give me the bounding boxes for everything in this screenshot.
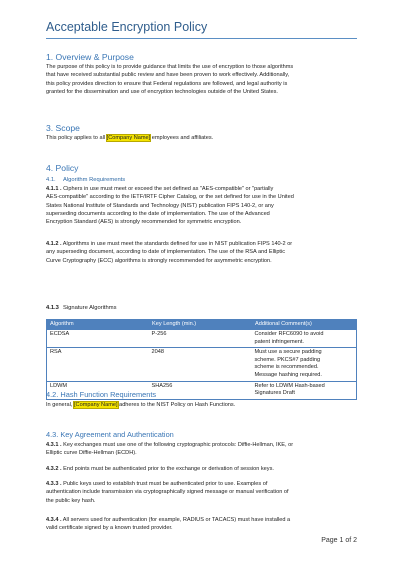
scope-paragraph (46, 134, 357, 142)
overview-line: The purpose of this policy is to provide guidance that limits the use of encryption to those algorithms (46, 64, 294, 70)
company-name-placeholder: [Company Name] (106, 135, 151, 141)
signature-algorithms-table (46, 319, 357, 400)
heading-scope: 3. Scope (46, 123, 80, 133)
paragraph-line: superseding documents according to the date of implementation. The use of the Advanced (46, 210, 270, 217)
subheading-label: Algorithm Requirements (63, 177, 126, 183)
paragraph-line: the public key hash. (46, 497, 96, 504)
paragraph-line: All servers used for authentication (for example, RADIUS or TACACS) must have installed a (61, 517, 291, 523)
paragraph-4-3-4 (46, 516, 357, 533)
scope-text-post: employees and affiliates. (150, 135, 214, 141)
comment-line: scheme. PKCS#7 padding (254, 356, 321, 363)
subheading-signature-algorithms (46, 305, 117, 311)
hash-paragraph (46, 401, 357, 409)
key-length-cell: 2048 (149, 348, 252, 381)
page-number: Page 1 of 2 (321, 537, 357, 544)
paragraph-number: 4.3.4 . (46, 517, 62, 523)
comment-line: patent infringement. (254, 338, 304, 345)
paragraph-line: Key exchanges must use one of the following cryptographic protocols: Diffie-Hellman, IKE, or (61, 442, 294, 448)
paragraph-line: Elliptic curve Diffie-Hellman (ECDH). (46, 450, 137, 457)
heading-hash-function-requirements: 4.2. Hash Function Requirements (46, 390, 157, 399)
paragraph-line: Algorithms in use must meet the standards defined for use in NIST publication FIPS 140-2 or (61, 241, 293, 247)
paragraph-line: valid certificate signed by a known trusted provider. (46, 525, 173, 532)
algorithm-cell: RSA (47, 348, 149, 381)
subheading-label: Signature Algorithms (63, 305, 117, 311)
comment-line: scheme is recommended. (254, 364, 319, 371)
comment-cell (252, 381, 357, 399)
column-header: Algorithm (47, 320, 149, 330)
title-divider (46, 38, 357, 39)
overview-line: this policy provides direction to ensure that Federal regulations are followed, and legal authority is (46, 80, 288, 87)
paragraph-4-3-3 (46, 480, 357, 505)
paragraph-line: Curve Cryptography (ECC) algorithms is strongly recommended for asymmetric encryption. (46, 257, 272, 264)
company-name-placeholder: [Company Name] (74, 402, 118, 408)
comment-line: Refer to LDWM Hash-based (254, 382, 325, 389)
table-row (47, 348, 357, 381)
hash-text-post: adheres to the NIST Policy on Hash Functions. (117, 402, 236, 408)
paragraph-line: Public keys used to establish trust must be authenticated prior to use. Examples of (61, 481, 268, 487)
comment-line: Message hashing required. (254, 371, 322, 378)
comment-line: Must use a secure padding (254, 349, 322, 356)
paragraph-4-3-2 (46, 465, 357, 473)
paragraph-line: End points must be authenticated prior to the exchange or derivation of session keys. (61, 466, 274, 472)
overview-line: granted for the dissemination and use of encryption technologies outside of the United States. (46, 88, 278, 95)
comment-cell (252, 348, 357, 381)
paragraph-line: authentication include transmission via cryptographically signed message or manual verification of (46, 489, 289, 496)
heading-policy: 4. Policy (46, 163, 79, 173)
paragraph-line: States National Institute of Standards and Technology (NIST) publication FIPS 140-2, or any (46, 202, 274, 209)
comment-cell (252, 330, 357, 348)
paragraph-line: AES-compatible" according to the IETF/IRTF Cipher Catalog, or the set defined for use in the United (46, 194, 294, 201)
paragraph-number: 4.3.2 . (46, 466, 62, 472)
hash-text-pre: In general, (46, 402, 74, 408)
comment-line: Consider RFC6090 to avoid (254, 331, 324, 337)
subheading-number: 4.1.3 (46, 305, 59, 311)
subheading-algorithm-requirements (46, 177, 125, 183)
paragraph-number: 4.3.1 . (46, 442, 62, 448)
overview-line: that have received substantial public review and have been proven to work effectively. Additionally, (46, 72, 290, 79)
paragraph-number: 4.3.3 . (46, 481, 62, 487)
algorithm-cell: LDWM (47, 381, 149, 399)
algorithm-cell: ECDSA (47, 330, 149, 348)
overview-paragraph (46, 63, 357, 96)
table-row (47, 330, 357, 348)
paragraph-4-3-1 (46, 441, 357, 458)
subheading-number: 4.1. (46, 177, 56, 183)
column-header: Key Length (min.) (149, 320, 252, 330)
column-header: Additional Comment(s) (252, 320, 357, 330)
scope-text-pre: This policy applies to all (46, 135, 107, 141)
comment-line: Signatures Draft (254, 390, 295, 397)
key-length-cell: SHA256 (149, 381, 252, 399)
paragraph-number: 4.1.1 . (46, 186, 62, 192)
paragraph-line: Ciphers in use must meet or exceed the set defined as "AES-compatible" or "partially (61, 186, 274, 192)
paragraph-number: 4.1.2 . (46, 241, 62, 247)
key-length-cell: P-256 (149, 330, 252, 348)
paragraph-4-1-1 (46, 185, 357, 226)
paragraph-line: any superseding document, according to date of implementation. The use of the RSA and Elliptic (46, 249, 286, 256)
heading-overview-purpose: 1. Overview & Purpose (46, 52, 134, 62)
heading-key-agreement: 4.3. Key Agreement and Authentication (46, 430, 174, 439)
paragraph-4-1-2 (46, 240, 357, 265)
paragraph-line: Encryption Standard (AES) is strongly recommended for symmetric encryption. (46, 219, 242, 226)
document-title: Acceptable Encryption Policy (46, 20, 208, 34)
table-header-row (47, 320, 357, 330)
